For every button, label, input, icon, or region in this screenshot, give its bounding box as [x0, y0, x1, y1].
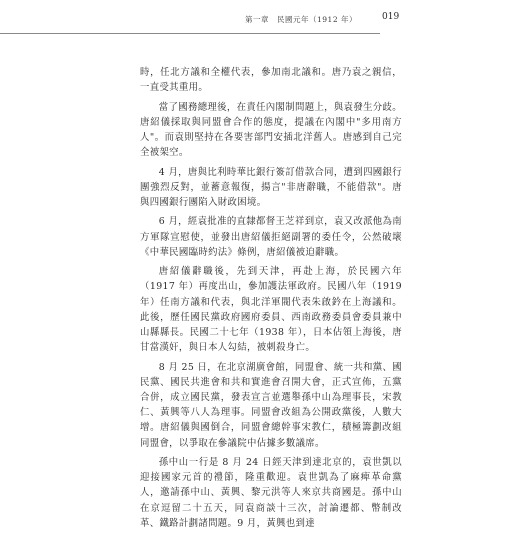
- paragraph: 唐紹儀辭職後，先到天津，再赴上海，於民國六年（1917 年）再度出山，參加護法軍政府。民國八年（1919 年）任南方議和代表，與北洋軍閥代表朱啟鈐在上海議和。此後，歷任國民黨政府國府委員、西南政務委員會委員兼中山縣縣長。民國二十七年（1938 年），日本佔領上海後，唐甘當漢奸，與日本人勾結，被刺殺身亡。: [140, 266, 402, 354]
- header-rule: [0, 33, 380, 34]
- paragraph: 6 月，經袁批准的直隸都督王芝祥到京，袁又改派他為南方軍隊宣慰使，並發出唐紹儀拒絕副署的委任令，公然破壞《中華民國臨時約法》條例，唐紹儀被迫辭職。: [140, 216, 402, 258]
- paragraph: 時，任北方議和全權代表，參加南北議和。唐乃袁之親信，一直受其重用。: [140, 67, 402, 94]
- paragraph: 4 月，唐與比利時華比銀行簽訂借款合同，遭到四國銀行團強烈反對，並蓄意報復，揚言"非唐辭職，不能借款"。唐與四國銀行團陷入財政困境。: [140, 166, 402, 208]
- paragraph: 孫中山一行是 8 月 24 日經天津到達北京的，袁世凱以迎接國家元首的禮節，隆重歡迎。袁世凱為了麻痺革命黨人，邀請孫中山、黃興、黎元洪等人來京共商國是。孫中山在京逗留二十五天，同袁商談十三次，討論遷都、幣制改革、鐵路計劃諸問題。9 月，黃興也到達: [140, 457, 402, 529]
- page-header: [0, 0, 520, 52]
- running-head: 第一章 民國元年（1912 年）: [245, 15, 357, 24]
- body-text: [140, 65, 402, 535]
- page-number: 019: [382, 12, 400, 22]
- paragraph: 當了國務總理後，在責任內閣制問題上，與袁發生分歧。唐紹儀採取與同盟會合作的態度，提議在內閣中"多用南方人"。而袁則堅持在各要害部門安插北洋舊人。唐感到自己完全被架空。: [140, 101, 402, 159]
- paragraph: 8 月 25 日，在北京湖廣會館，同盟會、統一共和黨、國民黨、國民共進會和共和實進會召開大會，正式宣佈，五黨合併，成立國民黨，發表宣言並選舉孫中山為理事長，宋教仁、黃興等八人為理事。同盟會改組為公開政黨後，人數大增。唐紹儀與國倒合，同盟會總幹事宋教仁，積極籌劃改組同盟會，以爭取在參議院中佔據多數議席。: [140, 361, 402, 449]
